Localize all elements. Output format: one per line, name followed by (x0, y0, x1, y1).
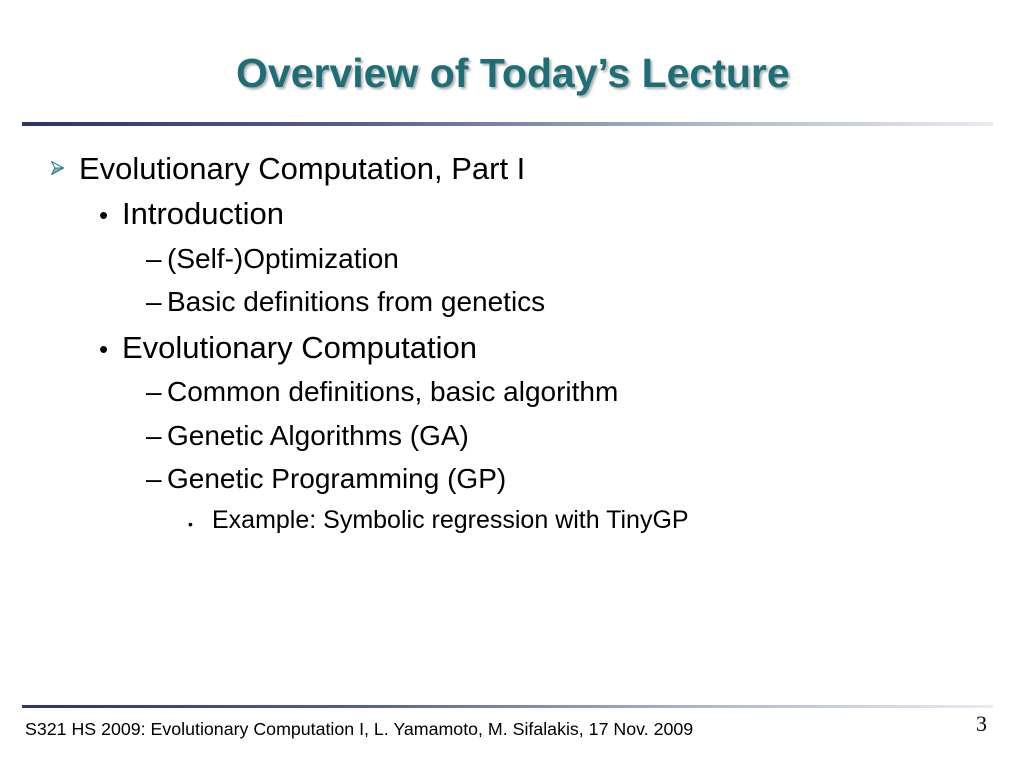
outline-item-text: Common definitions, basic algorithm (167, 376, 619, 407)
outline-item (0, 508, 1023, 533)
outline-item (0, 332, 1023, 363)
bullet-dot-small: • (188, 516, 193, 532)
bullet-dash: – (146, 376, 162, 407)
outline-item-text: Example: Symbolic regression with TinyGP (212, 506, 689, 534)
bullet-dash: – (146, 420, 162, 451)
bullet-dash: – (146, 463, 162, 494)
bullet-dash: – (146, 286, 162, 317)
outline-item (0, 288, 1023, 316)
title-divider (22, 122, 993, 126)
outline-item (0, 378, 1023, 406)
page-number: 3 (976, 711, 987, 736)
outline-item (0, 153, 1023, 184)
outline-item (0, 422, 1023, 450)
outline-item (0, 245, 1023, 273)
outline-item-text: Genetic Programming (GP) (167, 463, 507, 494)
outline-item-text: Evolutionary Computation, Part I (79, 151, 526, 186)
bullet-dot: • (99, 200, 109, 230)
outline-item-text: Introduction (122, 196, 284, 231)
outline-item-text: (Self-)Optimization (167, 243, 399, 274)
outline-item-text: Genetic Algorithms (GA) (167, 420, 469, 451)
footer-text: S321 HS 2009: Evolutionary Computation I, L. Yamamoto, M. Sifalakis, 17 Nov. 2009 (25, 719, 694, 739)
outline-item (0, 198, 1023, 229)
bullet-dot: • (99, 334, 109, 364)
slide-title: Overview of Today’s Lecture (236, 50, 790, 96)
outline-item (0, 465, 1023, 493)
footer-divider (22, 705, 993, 708)
outline-item-text: Basic definitions from genetics (167, 286, 546, 317)
arrowhead-bullet-icon (51, 161, 64, 175)
outline-item-text: Evolutionary Computation (122, 330, 477, 365)
bullet-dash: – (146, 243, 162, 274)
